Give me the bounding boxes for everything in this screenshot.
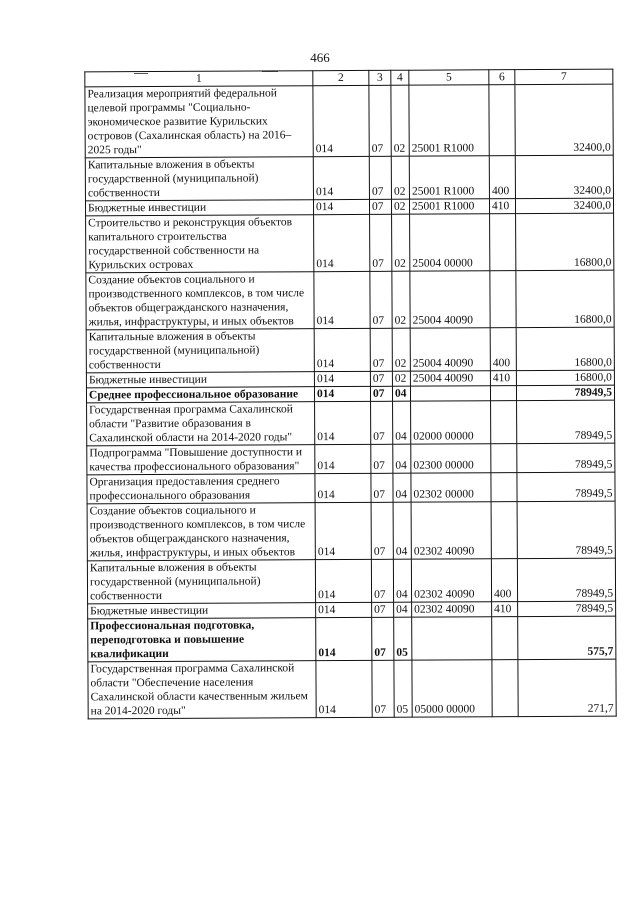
column-header: 6 — [489, 70, 515, 85]
row-ministry-code: 014 — [314, 386, 370, 401]
row-expense-type — [492, 617, 518, 660]
row-ministry-code: 014 — [314, 271, 370, 328]
row-expense-type: 410 — [492, 602, 518, 617]
row-amount: 32400,0 — [515, 155, 613, 199]
row-target-article: 25001 R1000 — [409, 85, 489, 156]
row-expense-type — [491, 444, 517, 473]
row-ministry-code: 014 — [316, 617, 372, 660]
row-subsection-code: 04 — [393, 444, 411, 473]
row-ministry-code: 014 — [314, 328, 370, 371]
table-row — [85, 84, 613, 158]
row-target-article: 25001 R1000 — [409, 156, 489, 199]
row-amount: 16800,0 — [516, 327, 614, 371]
row-section-code: 07 — [369, 199, 391, 214]
row-name: Среднее профессиональное образование — [86, 387, 314, 403]
row-expense-type: 400 — [491, 559, 517, 602]
column-header: 5 — [409, 70, 489, 85]
row-subsection-code: 02 — [392, 328, 410, 371]
row-target-article: 25001 R1000 — [409, 199, 489, 214]
row-ministry-code: 014 — [314, 371, 370, 386]
row-subsection-code: 02 — [392, 271, 410, 328]
row-name: Создание объектов социального и производственного комплексов, в том числе объектов общегражданского назначения, жилья, инфраструктуры, и иных объектов — [86, 272, 314, 330]
row-subsection-code: 02 — [392, 371, 410, 386]
row-ministry-code: 014 — [314, 214, 370, 271]
row-subsection-code: 04 — [393, 559, 411, 602]
row-subsection-code: 04 — [394, 602, 412, 617]
row-subsection-code: 04 — [393, 401, 411, 444]
row-name: Капитальные вложения в объекты государственной (муниципальной) собственности — [86, 329, 314, 373]
row-name: Реализация мероприятий федеральной целевой программы "Социально-экономическое развитие Курильских островов (Сахалинская область) на 2016–2025 годы" — [85, 86, 313, 158]
row-target-article: 02000 00000 — [411, 401, 491, 444]
row-ministry-code: 014 — [313, 85, 369, 156]
row-subsection-code: 04 — [393, 473, 411, 502]
row-amount: 78949,5 — [517, 443, 615, 473]
row-amount: 575,7 — [518, 616, 616, 660]
row-name: Бюджетные инвестиции — [85, 200, 313, 216]
row-target-article — [410, 386, 490, 401]
row-section-code: 07 — [372, 617, 394, 660]
row-expense-type — [492, 660, 518, 717]
column-header: 4 — [391, 70, 409, 85]
row-target-article: 25004 40090 — [410, 328, 490, 371]
row-target-article: 02302 00000 — [411, 473, 491, 502]
row-subsection-code: 02 — [391, 85, 409, 156]
row-name: Создание объектов социального и производственного комплексов, в том числе объектов общегражданского назначения, жилья, инфраструктуры, и иных объектов — [87, 503, 315, 561]
table-row — [88, 659, 616, 719]
row-expense-type: 400 — [490, 328, 516, 371]
row-subsection-code: 02 — [391, 199, 409, 214]
row-amount: 78949,5 — [516, 385, 614, 401]
table-row — [87, 400, 615, 446]
row-target-article: 05000 00000 — [412, 660, 492, 717]
row-ministry-code: 014 — [315, 401, 371, 444]
table-row — [85, 155, 613, 201]
row-target-article: 02302 40090 — [412, 602, 492, 617]
row-section-code: 07 — [371, 559, 393, 602]
row-name: Организация предоставления среднего профессионального образования — [87, 474, 315, 504]
row-subsection-code: 05 — [394, 660, 412, 717]
table-row — [86, 270, 614, 330]
row-amount: 32400,0 — [515, 198, 613, 214]
row-target-article: 25004 40090 — [410, 271, 490, 328]
row-target-article: 25004 00000 — [410, 214, 490, 271]
column-header: 1 — [85, 71, 313, 87]
row-amount: 32400,0 — [515, 84, 613, 156]
row-amount: 16800,0 — [516, 213, 614, 271]
row-amount: 271,7 — [518, 659, 616, 717]
row-expense-type — [491, 473, 517, 502]
table-row — [87, 501, 615, 561]
row-section-code: 07 — [372, 660, 394, 717]
row-section-code: 07 — [370, 386, 392, 401]
row-expense-type — [491, 502, 517, 559]
column-header: 2 — [313, 70, 369, 85]
page-number: 466 — [310, 50, 330, 65]
row-ministry-code: 014 — [316, 660, 372, 717]
row-section-code: 07 — [370, 214, 392, 271]
row-name: Государственная программа Сахалинской области "Развитие образования в Сахалинской области на 2014-2020 годы" — [87, 402, 315, 446]
row-target-article — [412, 617, 492, 660]
column-header: 3 — [369, 70, 391, 85]
table-row — [87, 443, 615, 475]
row-amount: 78949,5 — [518, 601, 616, 617]
row-amount: 16800,0 — [516, 370, 614, 386]
table-row — [88, 616, 616, 662]
row-name: Строительство и реконструкция объектов капитального строительства государственной собственности на Курильских островах — [86, 215, 314, 273]
row-amount: 78949,5 — [517, 472, 615, 502]
row-section-code: 07 — [370, 328, 392, 371]
row-target-article: 02302 40090 — [411, 502, 491, 559]
table-row — [86, 213, 614, 273]
row-ministry-code: 014 — [315, 473, 371, 502]
row-name: Капитальные вложения в объекты государственной (муниципальной) собственности — [85, 157, 313, 201]
table-row — [86, 327, 614, 373]
budget-table — [84, 69, 616, 720]
row-name: Профессиональная подготовка, переподготовка и повышение квалификации — [88, 618, 316, 662]
row-section-code: 07 — [369, 156, 391, 199]
row-name: Капитальные вложения в объекты государственной (муниципальной) собственности — [87, 560, 315, 604]
row-section-code: 07 — [372, 602, 394, 617]
table-row — [87, 472, 615, 504]
row-ministry-code: 014 — [315, 444, 371, 473]
row-amount: 78949,5 — [517, 501, 615, 559]
row-subsection-code: 05 — [394, 617, 412, 660]
row-ministry-code: 014 — [313, 156, 369, 199]
column-header: 7 — [515, 69, 613, 85]
row-name: Бюджетные инвестиции — [88, 603, 316, 619]
row-section-code: 07 — [371, 502, 393, 559]
row-section-code: 07 — [369, 85, 391, 156]
row-expense-type: 410 — [489, 199, 515, 214]
row-ministry-code: 014 — [313, 199, 369, 214]
row-amount: 78949,5 — [517, 400, 615, 444]
row-target-article: 02300 00000 — [411, 444, 491, 473]
row-section-code: 07 — [371, 401, 393, 444]
row-section-code: 07 — [370, 271, 392, 328]
row-subsection-code: 02 — [391, 156, 409, 199]
row-target-article: 02302 40090 — [411, 559, 491, 602]
row-expense-type: 410 — [490, 371, 516, 386]
row-subsection-code: 04 — [393, 502, 411, 559]
row-name: Государственная программа Сахалинской области "Обеспечение населения Сахалинской области качественным жильем на 2014-2020 годы" — [88, 661, 316, 719]
table-row — [87, 558, 615, 604]
row-expense-type — [490, 271, 516, 328]
row-name: Бюджетные инвестиции — [86, 372, 314, 388]
row-amount: 16800,0 — [516, 270, 614, 328]
row-section-code: 07 — [371, 473, 393, 502]
row-subsection-code: 04 — [392, 386, 410, 401]
row-subsection-code: 02 — [392, 214, 410, 271]
row-ministry-code: 014 — [315, 559, 371, 602]
row-section-code: 07 — [370, 371, 392, 386]
row-target-article: 25004 40090 — [410, 371, 490, 386]
row-expense-type: 400 — [489, 156, 515, 199]
row-expense-type — [490, 214, 516, 271]
row-expense-type — [490, 386, 516, 401]
row-amount: 78949,5 — [517, 558, 615, 602]
row-name: Подпрограмма "Повышение доступности и качества профессионального образования" — [87, 445, 315, 475]
row-expense-type — [489, 85, 515, 156]
row-expense-type — [491, 401, 517, 444]
row-ministry-code: 014 — [315, 502, 371, 559]
table-body — [85, 84, 616, 719]
row-section-code: 07 — [371, 444, 393, 473]
row-ministry-code: 014 — [316, 602, 372, 617]
